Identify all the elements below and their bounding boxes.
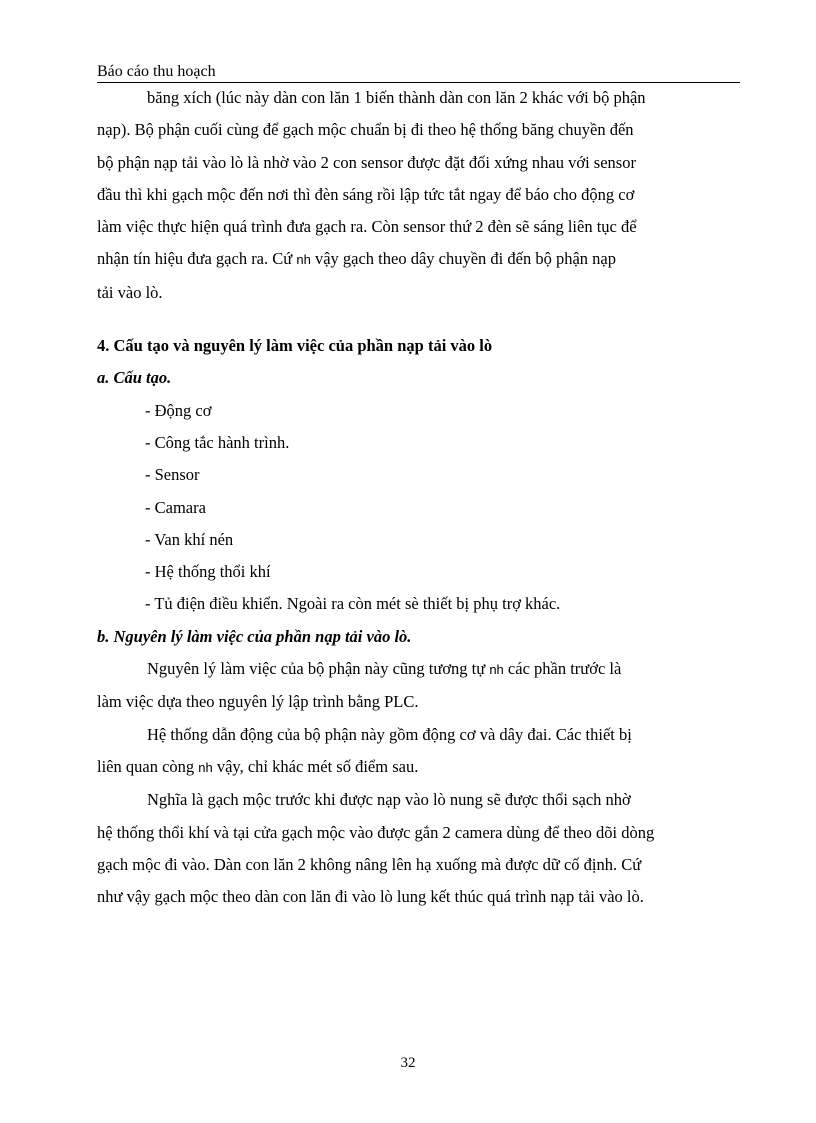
text-line: làm việc dựa theo nguyên lý lập trình bằng PLC. bbox=[97, 692, 419, 712]
principle-paragraph-1 bbox=[97, 653, 729, 719]
text-line: như vậy gạch mộc theo dàn con lăn đi vào lò lung kết thúc quá trình nạp tải vào lò. bbox=[97, 887, 644, 907]
list-item: - Công tắc hành trình. bbox=[145, 432, 290, 452]
principle-paragraph-2 bbox=[97, 719, 729, 785]
text-line: tải vào lò. bbox=[97, 282, 163, 302]
text-fragment: vậy, chỉ khác mét số điểm sau. bbox=[212, 756, 419, 776]
list-item: - Camara bbox=[145, 497, 206, 517]
page-header: Báo cáo thu hoạch bbox=[97, 63, 740, 83]
text-line: nạp). Bộ phận cuối cùng để gạch mộc chuẩn bị đi theo hệ thống băng chuyền đến bbox=[97, 120, 634, 140]
nh-fragment: nh bbox=[198, 759, 213, 775]
list-item: - Van khí nén bbox=[145, 529, 234, 549]
text-fragment: liên quan còng bbox=[97, 756, 199, 776]
page-number: 32 bbox=[400, 1055, 416, 1071]
text-line: đầu thì khi gạch mộc đến nơi thì đèn sáng rồi lập tức tắt ngay để báo cho động cơ bbox=[97, 184, 635, 204]
nh-fragment: nh bbox=[489, 662, 504, 678]
text-line: bộ phận nạp tải vào lò là nhờ vào 2 con sensor được đặt đối xứng nhau với sensor bbox=[97, 152, 636, 172]
nh-fragment: nh bbox=[296, 252, 311, 268]
list-item: - Động cơ bbox=[145, 400, 212, 420]
text-line: Hệ thống dẫn động của bộ phận này gồm động cơ và dây đai. Các thiết bị bbox=[147, 724, 632, 744]
page-content bbox=[97, 82, 729, 913]
subheading-structure: a. Cấu tạo. bbox=[97, 368, 172, 388]
principle-paragraph-3 bbox=[97, 784, 729, 913]
text-line bbox=[97, 751, 729, 784]
text-line: hệ thống thổi khí và tại cửa gạch mộc vào được gắn 2 camera dùng để theo dõi dòng bbox=[97, 822, 655, 842]
list-item: - Tủ điện điều khiển. Ngoài ra còn mét sè thiết bị phụ trợ khác. bbox=[145, 594, 561, 614]
text-line bbox=[97, 243, 729, 276]
text-line: Nghĩa là gạch mộc trước khi được nạp vào lò nung sẽ được thổi sạch nhờ bbox=[147, 790, 631, 810]
section-heading: 4. Cấu tạo và nguyên lý làm việc của phần nạp tải vào lò bbox=[97, 336, 493, 356]
text-line: gạch mộc đi vào. Dàn con lăn 2 không nâng lên hạ xuống mà được dữ cố định. Cứ bbox=[97, 854, 642, 874]
text-fragment: vậy gạch theo dây chuyền đi đến bộ phận nạp bbox=[310, 249, 616, 269]
text-line: làm việc thực hiện quá trình đưa gạch ra. Còn sensor thứ 2 đèn sẽ sáng liên tục để bbox=[97, 217, 637, 237]
text-fragment: Nguyên lý làm việc của bộ phận này cũng tương tự bbox=[147, 659, 490, 679]
intro-paragraph bbox=[97, 82, 729, 309]
text-line: băng xích (lúc này dàn con lăn 1 biến thành dàn con lăn 2 khác với bộ phận bbox=[147, 88, 646, 107]
subheading-principle: b. Nguyên lý làm việc của phần nạp tải vào lò. bbox=[97, 626, 412, 646]
list-item: - Hệ thống thổi khí bbox=[145, 562, 271, 582]
list-item: - Sensor bbox=[145, 465, 200, 485]
text-fragment: nhận tín hiệu đưa gạch ra. Cứ bbox=[97, 249, 297, 269]
component-list bbox=[97, 395, 729, 621]
text-line bbox=[97, 653, 729, 686]
text-fragment: các phần trước là bbox=[503, 659, 622, 679]
